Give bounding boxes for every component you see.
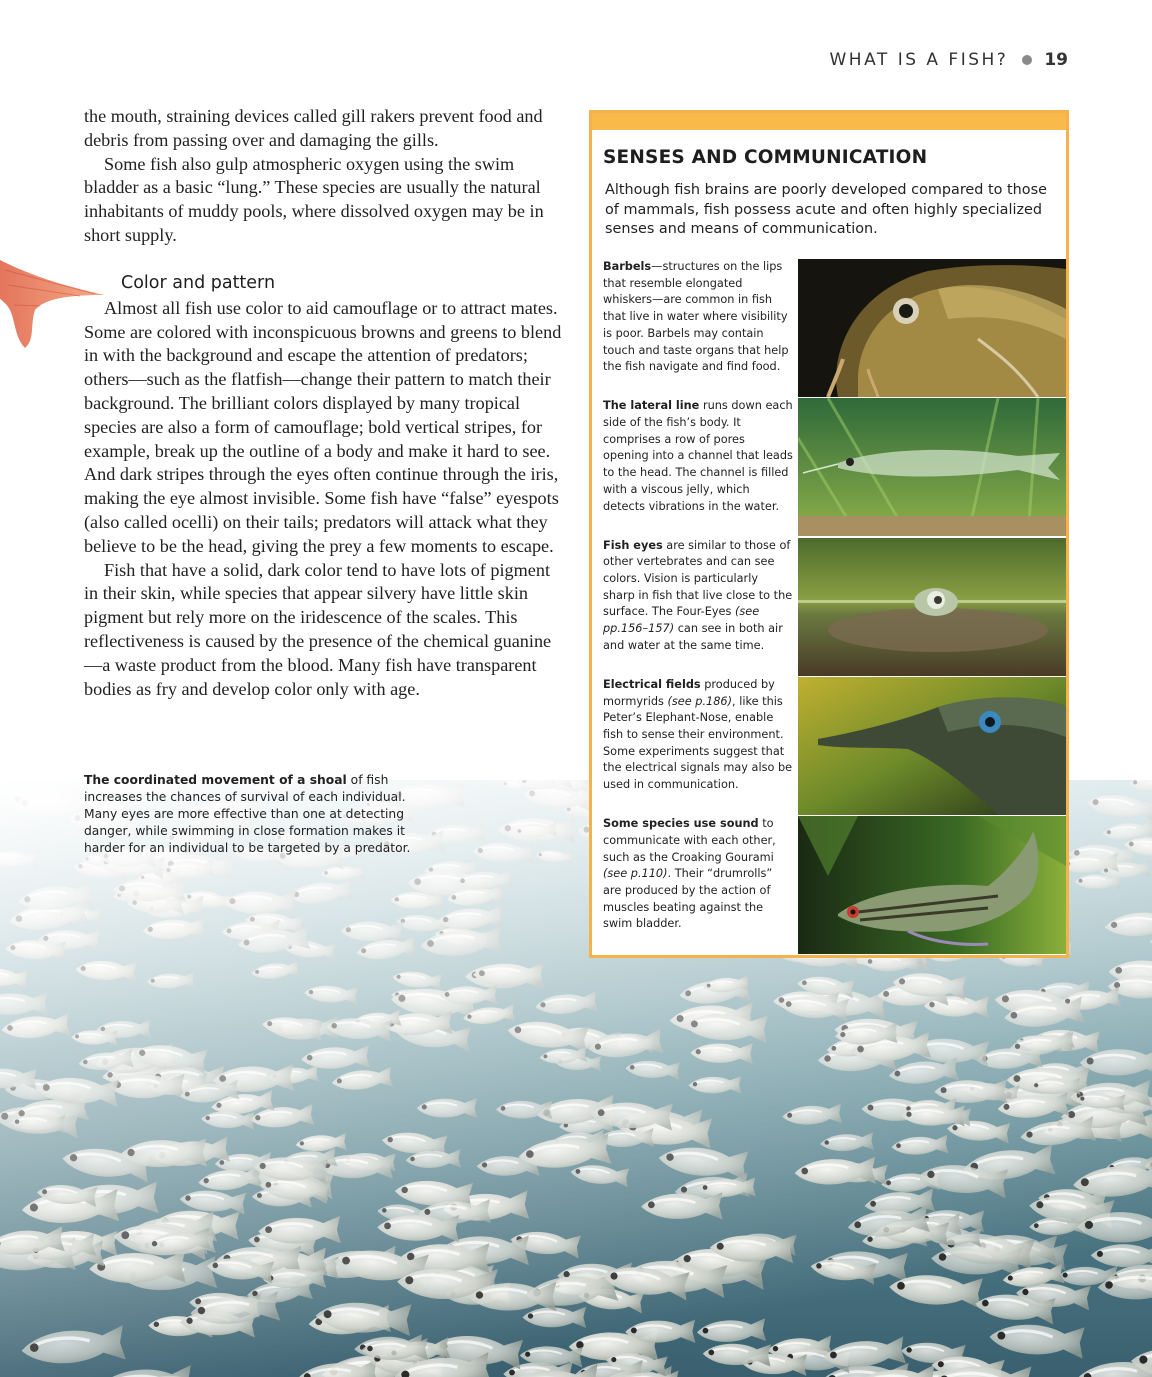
entry-lead: Some species use sound (603, 817, 759, 831)
glass-catfish-photo (798, 398, 1066, 536)
section-title: WHAT IS A FISH? (829, 50, 1009, 70)
sidebar-header-bar (592, 113, 1066, 130)
entry-text (603, 398, 793, 515)
paragraph: Some fish also gulp atmospheric oxygen using the swim bladder as a basic “lung.” These species are usually the natural inhabitants of muddy pools, where dissolved oxygen may be in short supply. (84, 153, 544, 245)
sidebar-title: SENSES AND COMMUNICATION (603, 147, 928, 168)
page-reference: (see p.110) (603, 867, 668, 881)
entry-body: —structures on the lips that resemble elongated whiskers—are common in fish that live in water where visibility is poor. Barbels may contain touch and taste organs that help the fish navigate and find food. (603, 260, 789, 374)
four-eyes-fish-photo (798, 538, 1066, 676)
paragraph: Almost all fish use color to aid camouflage or to attract mates. Some are colored with inconspicuous browns and greens to blend in with the background and escape the attention of predators; others—such as the flatfish—change their pattern to match their background. The brilliant colors displayed by many tropical species are also a form of camouflage; bold vertical stripes, for example, break up the outline of a body and make it hard to see. And dark stripes through the eyes often continue through the iris, making the eye almost invisible. Some fish have “false” eyespots (also called ocelli) on their tails; predators will attack what they believe to be the head, giving the prey a few moments to escape. (84, 297, 562, 556)
entry-barbels (592, 259, 1066, 398)
entry-body: to communicate with each other, such as the Croaking Gourami (603, 817, 776, 864)
entry-body: . Their “drumrolls” are produced by the action of muscles beating against the swim bladder. (603, 867, 773, 931)
carp-barbels-photo (798, 259, 1066, 397)
paragraph: Fish that have a solid, dark color tend to have lots of pigment in their skin, while species that appear silvery have little skin pigment but rely more on the iridescence of the scales. This reflectiveness is caused by the presence of the chemical guanine—a waste product from the blood. Many fish have transparent bodies as fry and develop color only with age. (84, 559, 552, 699)
page-reference: (see p.186) (667, 694, 733, 708)
entry-fish-eyes (592, 538, 1066, 677)
entry-body: , like this Peter’s Elephant-Nose, enable fish to sense their environment. Some experiments suggest that the electrical signals may also be used in communication. (603, 694, 793, 792)
elephant-nose-photo (798, 677, 1066, 815)
croaking-gourami-photo (798, 816, 1066, 954)
caption-lead: The coordinated movement of a shoal (84, 773, 347, 787)
entry-sound (592, 816, 1066, 955)
entry-lead: Fish eyes (603, 538, 663, 552)
subheading: Color and pattern (121, 272, 276, 293)
sidebar-intro: Although fish brains are poorly developed compared to those of mammals, fish possess acute and often highly specialized senses and means of communication. (605, 182, 1047, 238)
senses-sidebar (589, 110, 1069, 958)
entry-body: runs down each side of the fish’s body. It comprises a row of pores opening into a channel that leads to the head. The channel is filled with a viscous jelly, which detects vibrations in the water. (603, 399, 793, 513)
entry-text (603, 259, 793, 376)
entry-lead: Electrical fields (603, 677, 701, 691)
entry-electrical-fields (592, 677, 1066, 816)
entry-body: can see in both air and water at the same time. (603, 622, 783, 652)
entry-lateral-line (592, 398, 1066, 537)
sidebar-entries (592, 259, 1066, 955)
entry-lead: The lateral line (603, 399, 700, 413)
entry-text (603, 677, 793, 794)
entry-text (603, 816, 793, 933)
entry-text (603, 538, 793, 655)
entry-lead: Barbels (603, 260, 652, 273)
page-reference: (see pp.156–157) (603, 605, 760, 636)
page-number: 19 (1044, 50, 1068, 70)
entry-body: produced by mormyrids (603, 677, 775, 708)
paragraph: the mouth, straining devices called gill rakers prevent food and debris from passing over and damaging the gills. (84, 106, 543, 150)
shoal-caption (84, 772, 434, 857)
running-head (830, 50, 1069, 70)
entry-body: are similar to those of other vertebrates and can see colors. Vision is particularly sharp in fish that live close to the surface. The Four-Eyes (603, 538, 793, 619)
bullet-dot-icon (1022, 55, 1032, 65)
main-text-column (84, 105, 564, 701)
caption-text: of fish increases the chances of survival of each individual. Many eyes are more effective than one at detecting danger, while swimming in close formation makes it harder for an individual to be targeted by a predator. (84, 773, 411, 855)
